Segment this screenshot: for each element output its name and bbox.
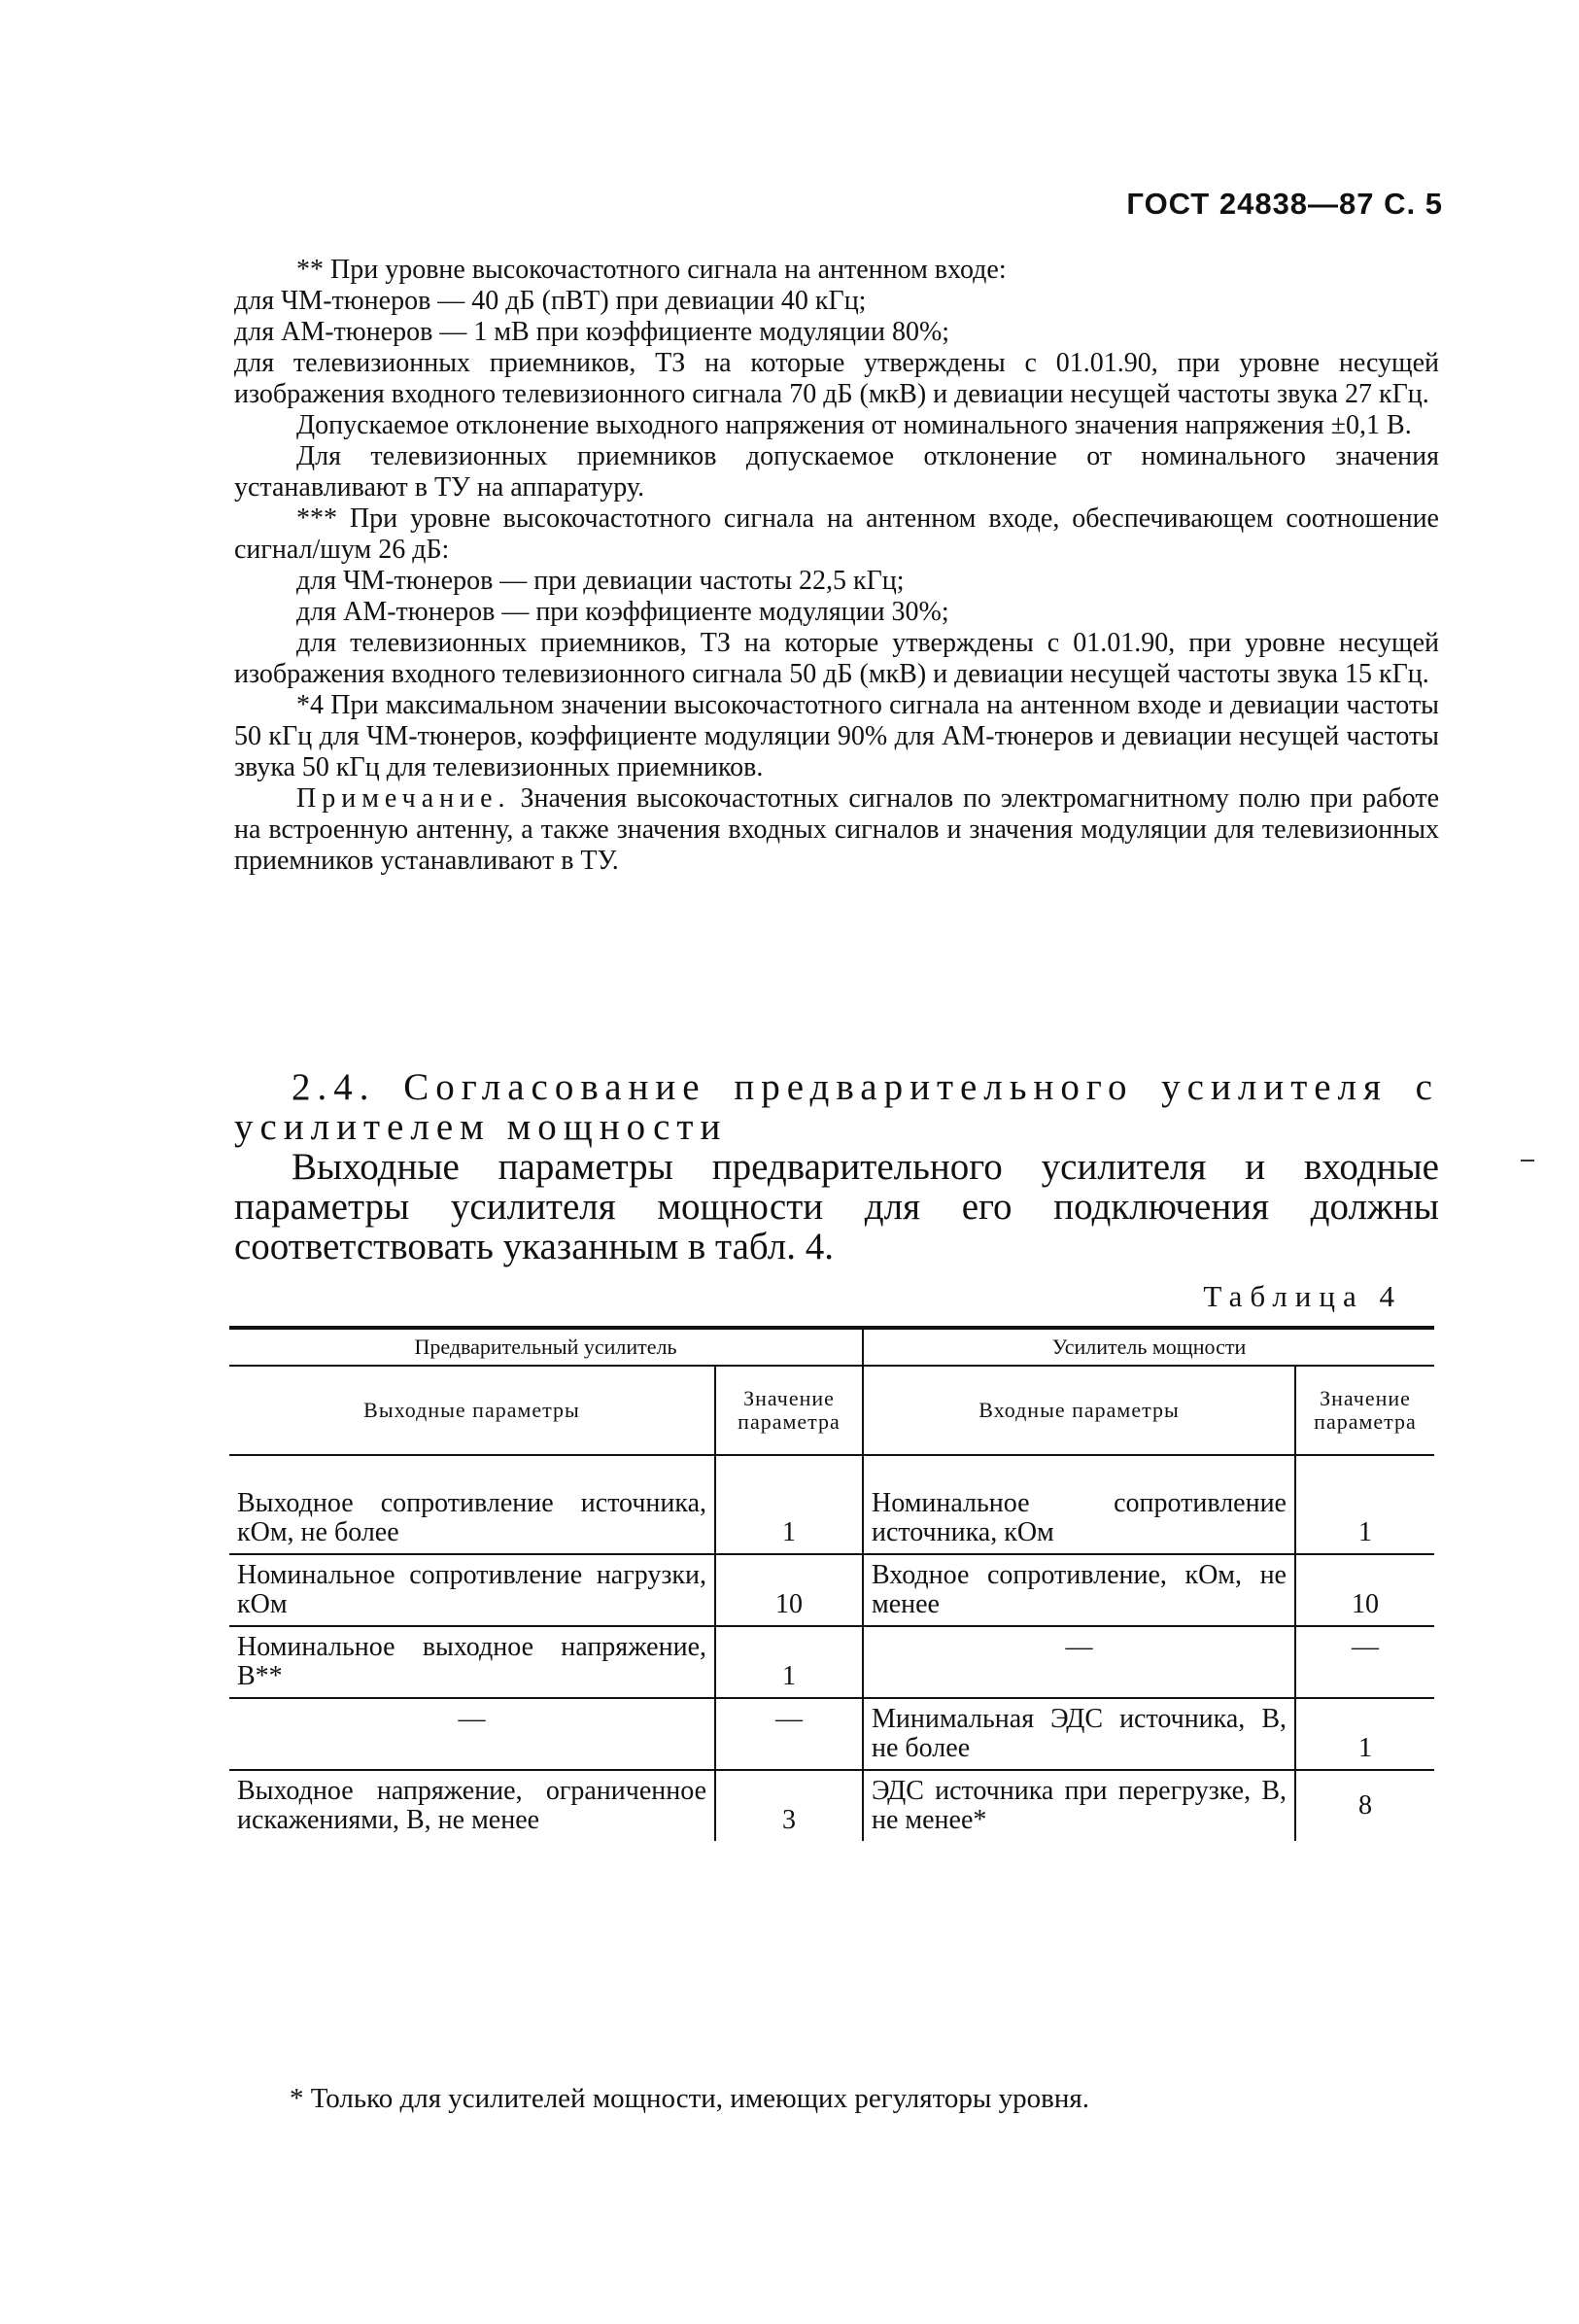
group-header-power-amp: Усилитель мощности: [863, 1328, 1434, 1366]
table-row: [229, 1455, 1434, 1554]
cell-input-value: 10: [1295, 1554, 1434, 1626]
table-column-header: [229, 1366, 1434, 1455]
table-row: [229, 1626, 1434, 1698]
col-input-params: Входные параметры: [863, 1366, 1295, 1455]
cell-input-param: Минимальная ЭДС источника, В, не более: [863, 1698, 1295, 1770]
cell-input-param: Номинальное сопротивление источника, кОм: [863, 1455, 1295, 1554]
cell-input-value: 8: [1358, 1790, 1372, 1821]
cell-output-value: 1: [715, 1455, 863, 1554]
col-output-params: Выходные параметры: [229, 1366, 715, 1455]
table-row: [229, 1554, 1434, 1626]
table-caption: Таблица 4: [1203, 1279, 1402, 1313]
cell-output-value: 10: [715, 1554, 863, 1626]
table-4: [229, 1326, 1434, 1841]
remark: [234, 783, 1439, 877]
note-line: Для телевизионных приемников допускаемое отклонение от номинального значения устанавливают в ТУ на аппаратуру.: [234, 441, 1439, 503]
cell-input-value: —: [1295, 1626, 1434, 1698]
note-line: для АМ-тюнеров — при коэффициенте модуляции 30%;: [296, 597, 949, 627]
cell-input-param: —: [863, 1626, 1295, 1698]
margin-mark: [1521, 1160, 1534, 1162]
cell-output-param: —: [229, 1698, 715, 1770]
col-value-right: Значение параметра: [1295, 1366, 1434, 1455]
remark-label: Примечание.: [296, 783, 511, 814]
remark-text: Значения высокочастотных сигналов по электромагнитному полю при работе на встроенную антенну, а также значения входных сигналов и значения модуляции для телевизионных приемников устанавливают в ТУ.: [234, 783, 1439, 876]
cell-output-value: —: [715, 1698, 863, 1770]
cell-output-param: Номинальное сопротивление нагрузки, кОм: [229, 1554, 715, 1626]
note-line: для ЧМ-тюнеров — при девиации частоты 22,5 кГц;: [296, 566, 905, 596]
section-title: 2.4. Согласование предварительного усилителя с усилителем мощности: [234, 1066, 1439, 1148]
cell-input-param: ЭДС источника при перегрузке, В, не менее*: [863, 1770, 1295, 1841]
section-body: Выходные параметры предварительного усилителя и входные параметры усилителя мощности для его подключения должны соответствовать указанным в табл. 4.: [234, 1146, 1439, 1267]
note-line: Допускаемое отклонение выходного напряжения от номинального значения напряжения ±0,1 В.: [296, 410, 1412, 440]
note-line: ** При уровне высокочастотного сигнала на антенном входе:: [296, 255, 1007, 285]
note-line: *** При уровне высокочастотного сигнала на антенном входе, обеспечивающем соотношение сигнал/шум 26 дБ:: [234, 503, 1439, 565]
group-header-preamp: Предварительный усилитель: [229, 1328, 863, 1366]
cell-output-param: Выходное сопротивление источника, кОм, не более: [229, 1455, 715, 1554]
note-line: *4 При максимальном значении высокочастотного сигнала на антенном входе и девиации частоты 50 кГц для ЧМ-тюнеров, коэффициенте модуляции 90% для АМ-тюнеров и девиации несущей частоты звука 50 кГц для телевизионных приемников.: [234, 690, 1439, 782]
table-footnote: * Только для усилителей мощности, имеющих регуляторы уровня.: [290, 2083, 1089, 2114]
cell-output-param: Номинальное выходное напряжение, В**: [229, 1626, 715, 1698]
note-line: для телевизионных приемников, ТЗ на которые утверждены с 01.01.90, при уровне несущей изображения входного телевизионного сигнала 70 дБ (мкВ) и девиации несущей частоты звука 27 кГц.: [234, 348, 1439, 409]
cell-output-value: 3: [715, 1770, 863, 1841]
cell-output-param: Выходное напряжение, ограниченное искажениями, В, не менее: [229, 1770, 715, 1841]
running-title: ГОСТ 24838—87 С. 5: [1126, 187, 1443, 221]
col-value-left: Значение параметра: [715, 1366, 863, 1455]
footnotes-block: [234, 255, 1439, 877]
cell-input-value: 1: [1295, 1455, 1434, 1554]
cell-input-value: 1: [1295, 1698, 1434, 1770]
cell-output-value: 1: [715, 1626, 863, 1698]
table-row: [229, 1698, 1434, 1770]
cell-input-param: Входное сопротивление, кОм, не менее: [863, 1554, 1295, 1626]
note-line: для телевизионных приемников, ТЗ на которые утверждены с 01.01.90, при уровне несущей изображения входного телевизионного сигнала 50 дБ (мкВ) и девиации несущей частоты звука 15 кГц.: [234, 628, 1439, 689]
table-group-header: [229, 1328, 1434, 1366]
note-line: для ЧМ-тюнеров — 40 дБ (пВТ) при девиации 40 кГц;: [234, 286, 867, 316]
section-2-4: [234, 1067, 1439, 1266]
note-line: для АМ-тюнеров — 1 мВ при коэффициенте модуляции 80%;: [234, 317, 950, 347]
table-row: [229, 1770, 1434, 1841]
